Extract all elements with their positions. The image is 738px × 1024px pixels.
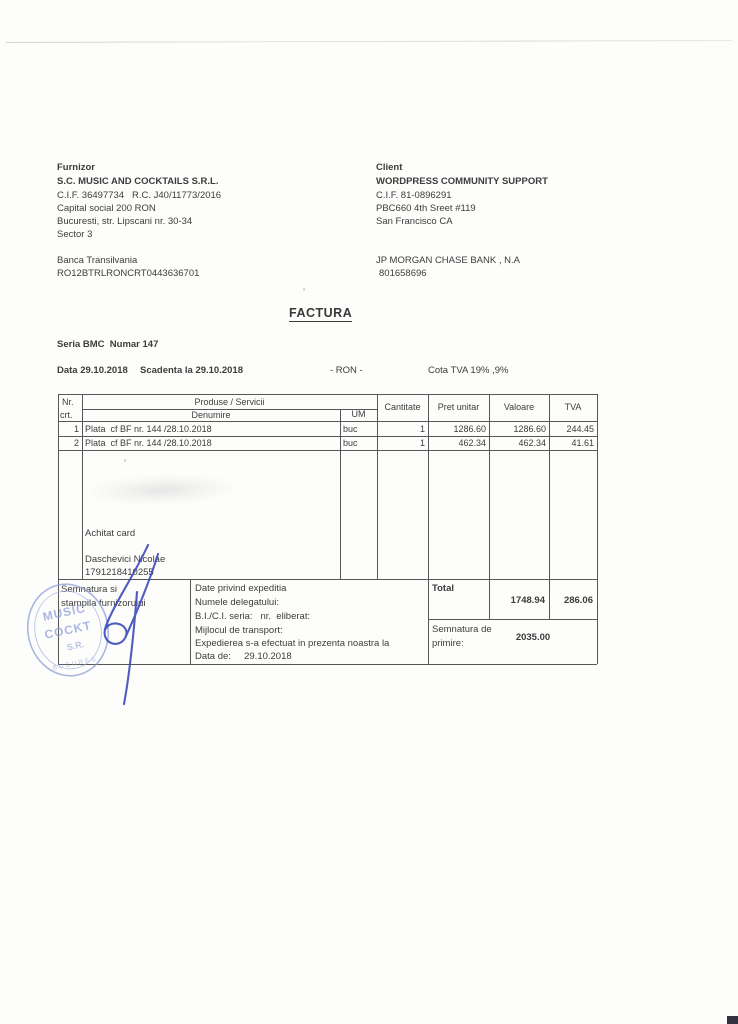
stamp-text-line2: COCKT	[43, 618, 93, 642]
receive-signature-label-1: Semnatura de	[432, 624, 492, 635]
total-row-bottom-line	[428, 619, 597, 620]
row-valoare: 1286.60	[513, 424, 546, 434]
table-row2-line	[58, 450, 597, 451]
supplier-name: S.C. MUSIC AND COCKTAILS S.R.L.	[57, 176, 219, 187]
supplier-signature-label-1: Semnatura si	[61, 584, 117, 595]
row-cantitate: 1	[419, 424, 425, 434]
row-denumire: Plata cf BF nr. 144 /28.10.2018	[85, 424, 212, 434]
invoice-title: FACTURA	[289, 306, 353, 320]
col-line-pret-valoare	[489, 394, 490, 579]
total-label: Total	[432, 583, 454, 594]
client-bank-account: 801658696	[379, 268, 427, 279]
stamp-arc-text: BUCURES	[52, 655, 99, 672]
supplier-capital: Capital social 200 RON	[57, 203, 156, 214]
footer-line-expedition-total	[428, 579, 429, 664]
header-tva: TVA	[564, 402, 582, 412]
scan-edge-line	[6, 40, 732, 43]
supplier-sector: Sector 3	[57, 229, 93, 240]
receive-signature-label-2: primire:	[432, 638, 464, 649]
transport-line: Mijlocul de transport:	[195, 625, 283, 636]
row-denumire: Plata cf BF nr. 144 /28.10.2018	[85, 438, 212, 448]
signature-ink	[105, 545, 158, 704]
supplier-cif: C.I.F. 36497734 R.C. J40/11773/2016	[57, 190, 222, 201]
table-border-right	[597, 394, 598, 664]
client-address: PBC660 4th Sreet #119	[376, 203, 476, 214]
client-name: WORDPRESS COMMUNITY SUPPORT	[376, 176, 548, 187]
header-produse-servicii: Produse / Servicii	[194, 397, 265, 407]
supplier-signature-label-2: stampila furnizorului	[61, 598, 146, 609]
col-line-cantitate-pret	[428, 394, 429, 579]
expedition-date-line: Data de: 29.10.2018	[195, 651, 292, 662]
stamp-text-line3: S.R.	[65, 639, 86, 653]
row-pret-unitar: 462.34	[458, 438, 486, 448]
col-line-um-cantitate	[377, 394, 378, 579]
row-nr: 1	[73, 424, 79, 434]
vat-rate-label: Cota TVA 19% ,9%	[428, 365, 509, 376]
supplier-bank-account: RO12BTRLRONCRT0443636701	[57, 268, 200, 279]
stray-mark: ’	[124, 458, 126, 468]
payer-id-number: 1791218410255	[85, 567, 154, 578]
header-nr: Nr.	[62, 397, 74, 407]
header-um: UM	[351, 409, 366, 419]
client-city: San Francisco CA	[376, 216, 453, 227]
col-line-denumire-um	[340, 409, 341, 579]
client-cif: C.I.F. 81-0896291	[376, 190, 452, 201]
supplier-heading: Furnizor	[57, 162, 95, 173]
row-valoare: 462.34	[518, 438, 546, 448]
company-stamp	[20, 577, 117, 684]
row-nr: 2	[73, 438, 79, 448]
payer-name: Daschevici Nicolae	[85, 554, 166, 565]
erased-pencil-smudge	[81, 471, 242, 509]
delegate-line: Numele delegatului:	[195, 597, 279, 608]
header-pret-unitar: Pret unitar	[437, 402, 480, 412]
row-tva: 41.61	[571, 438, 594, 448]
id-card-line: B.I./C.I. seria: nr. eliberat:	[195, 611, 311, 622]
client-heading: Client	[376, 162, 403, 173]
total-tva-value: 286.06	[563, 595, 593, 606]
total-valoare-value: 1748.94	[510, 595, 545, 606]
row-um: buc	[343, 438, 358, 448]
header-denumire: Denumire	[191, 410, 231, 420]
header-crt: crt.	[60, 410, 73, 420]
supplier-bank-name: Banca Transilvania	[57, 255, 138, 266]
stamp-and-signature-overlay	[20, 530, 210, 725]
row-cantitate: 1	[419, 438, 425, 448]
col-line-valoare-tva	[549, 394, 550, 579]
stamp-text-line1: MUSIC	[41, 601, 88, 624]
client-bank-name: JP MORGAN CHASE BANK , N.A	[376, 255, 520, 266]
payment-method-note: Achitat card	[85, 528, 136, 539]
supplier-address: Bucuresti, str. Lipscani nr. 30-34	[57, 216, 193, 227]
due-date: Scadenta la 29.10.2018	[140, 365, 243, 376]
stray-mark: ’	[303, 287, 305, 297]
header-valoare: Valoare	[503, 402, 535, 412]
expedition-title: Date privind expeditia	[195, 583, 287, 594]
header-cantitate: Cantitate	[384, 402, 421, 412]
table-border-top	[58, 394, 597, 395]
row-um: buc	[343, 424, 358, 434]
series-line: Seria BMC Numar 147	[57, 339, 159, 350]
scan-corner-mark	[727, 1016, 738, 1024]
invoice-date: Data 29.10.2018	[57, 365, 128, 376]
row-tva: 244.45	[566, 424, 594, 434]
expedition-note: Expedierea s-a efectuat in prezenta noastra la	[195, 638, 390, 649]
grand-total-value: 2035.00	[515, 632, 551, 643]
currency-label: - RON -	[330, 365, 363, 376]
row-pret-unitar: 1286.60	[453, 424, 486, 434]
